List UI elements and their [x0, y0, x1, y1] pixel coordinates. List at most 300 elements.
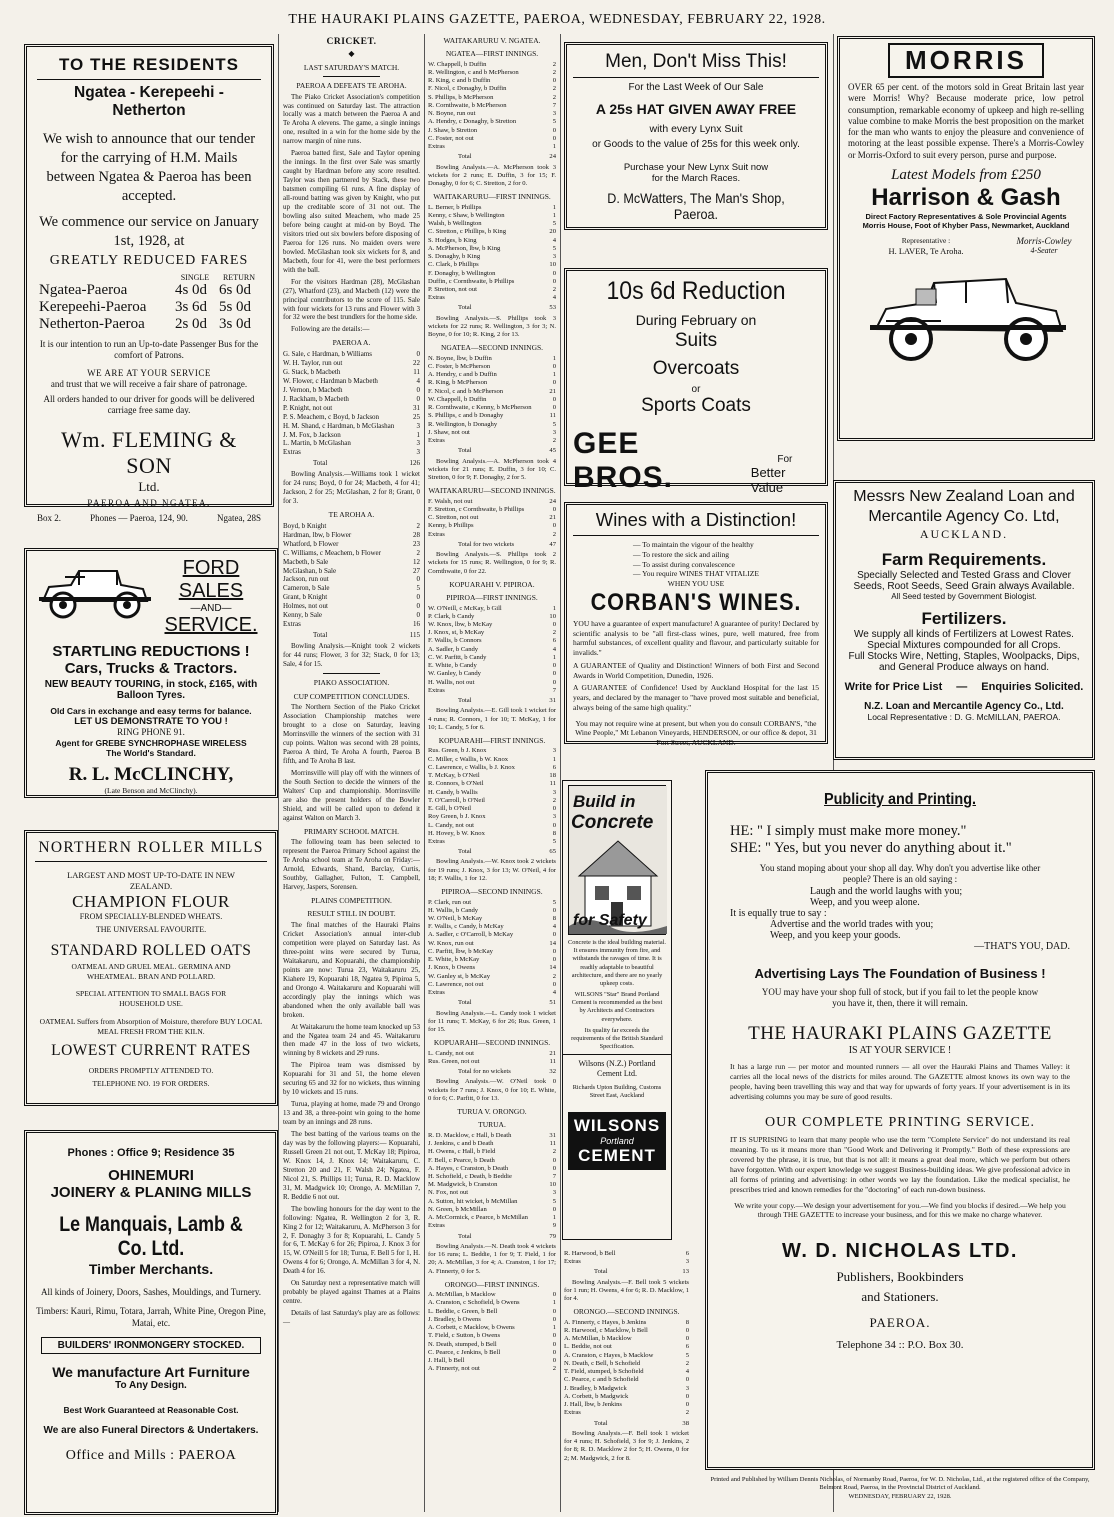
match-heading: TURUA V. ORONGO. — [457, 1107, 527, 1117]
score-row — [428, 1357, 556, 1365]
score-row — [428, 1332, 556, 1340]
score-row — [428, 270, 556, 278]
batsman: P. S. Meachem, c Boyd, b Jackson — [283, 412, 380, 421]
nzloan-city: AUCKLAND. — [919, 527, 1009, 541]
total-value: 126 — [409, 459, 420, 468]
batsman: Macbeth, b Sale — [283, 557, 329, 566]
runs: 0 — [416, 611, 420, 620]
batsman: J. Hall, lbw, b Jenkins — [564, 1401, 622, 1409]
batsman: Extras — [428, 294, 445, 302]
house-illustration — [568, 785, 666, 935]
runs: 1 — [552, 755, 556, 763]
wilsons-logo-cement: CEMENT — [578, 1146, 656, 1166]
runs: 12 — [413, 557, 420, 566]
score-row — [428, 931, 556, 939]
runs: 7 — [552, 101, 556, 109]
batsman: W. Chappell, b Duffin — [428, 395, 487, 403]
score-row — [428, 1189, 556, 1197]
nzloan-enq: Enquiries Solicited. — [981, 681, 1084, 693]
runs: 6 — [552, 763, 556, 771]
corban-title: Wines with a Distinction! — [595, 509, 797, 530]
publicity-range: It has a large run — per motor and mounted runners — all over the Hauraki Plains and Thames Valley: it carries all the local news of the districts for miles around. The GAZETTE almost knows its own way to the people, having been travelling this way and that way for upwards of forty years. If your advertisement is in its advertising columns you may be sure of good results. — [730, 1062, 1070, 1101]
gee-sports-coats: Sports Coats — [641, 395, 751, 416]
total-row — [458, 848, 556, 856]
corban-p1: YOU have a guarantee of expert manufacture! A guarantee of purity! Declared by scientific analysis to be "all first-class wines, pure, well matured, free from harmful substances, of excellent quality and flavour, and particularly suitable for invalids." — [573, 618, 819, 657]
batsman: P. Clark, run out — [428, 898, 472, 906]
cricket-h5: PLAINS COMPETITION. — [311, 895, 392, 905]
score-row — [564, 1319, 689, 1327]
runs: 3 — [552, 1189, 556, 1197]
runs: 3 — [685, 1258, 689, 1266]
score-row — [428, 605, 556, 613]
batsman: E. Gill, b O'Neil — [428, 805, 472, 813]
joinery-ad — [24, 1130, 278, 1515]
scorecard — [428, 605, 556, 696]
bowling-analysis: Bowling Analysis.—Williams took 1 wicket for 24 runs; Boyd, 0 for 24; Macbeth, 4 for 41; Jackson, 2 for 25; McGlashan, 2 for 8; Grant, 0 for 3. — [283, 470, 420, 506]
batsman: Cameron, b Sale — [283, 584, 330, 593]
batsman: F. Bell, c Pearce, b Death — [428, 1156, 495, 1164]
roller-fav: THE UNIVERSAL FAVOURITE. — [95, 925, 207, 935]
runs: 0 — [552, 363, 556, 370]
batsman: H. Candy, b Wallis — [428, 788, 478, 796]
score-row — [428, 94, 556, 102]
batsman: A. Sadler, b Candy — [428, 645, 479, 653]
score-row — [428, 838, 556, 846]
batsman: R. Connors, b O'Neil — [428, 780, 484, 788]
score-row — [428, 981, 556, 989]
score-row — [428, 756, 556, 764]
nzloan-fert: Fertilizers. — [921, 609, 1007, 628]
residents-commence: We commence our service on January 1st, 1928, at — [39, 214, 259, 250]
runs: 1 — [552, 1299, 556, 1307]
runs: 3 — [552, 253, 556, 261]
total-label: Total — [458, 447, 472, 455]
fare-single: 2s 0d — [174, 316, 208, 333]
corban-p2: A GUARANTEE of Quality and Distinction! Winners of both First and Second Awards in World Competition, Dunedin, 1926. — [573, 660, 819, 680]
score-row — [564, 1335, 689, 1343]
batsman: C. Parfitt, lbw, b McKay — [428, 947, 493, 955]
nzloan-fencing: Full Stocks Wire, Netting, Staples, Woolpacks, Dips, and General Produce always on hand. — [848, 651, 1080, 673]
morris-title: MORRIS — [888, 43, 1044, 78]
publicity-ad — [705, 770, 1095, 1470]
innings-heading: KOPUARAHI—FIRST INNINGS. — [438, 736, 546, 746]
ford-title2: SERVICE. — [164, 614, 258, 636]
wilsons-p2: WILSONS "Star" Brand Portland Cement is recommended as the best by Architects and Contractors everywhere. — [571, 991, 663, 1023]
total-row — [458, 697, 556, 705]
publicity-gazette: THE HAURAKI PLAINS GAZETTE — [748, 1023, 1052, 1044]
score-row — [283, 531, 420, 540]
score-row — [283, 386, 420, 395]
runs: 5 — [552, 837, 556, 845]
score-row — [428, 1058, 556, 1066]
runs: 2 — [552, 530, 556, 538]
runs: 0 — [685, 1401, 689, 1409]
score-row — [564, 1352, 689, 1360]
score-row — [283, 350, 420, 359]
ford-car-illustration — [35, 557, 155, 625]
score-row — [428, 396, 556, 404]
batsman: C. Williams, c Meachem, b Flower — [283, 548, 381, 557]
batsman: T. Field, c Sutton, b Owens — [428, 1332, 501, 1340]
runs: 8 — [552, 829, 556, 837]
batsman: Holmes, not out — [283, 602, 328, 611]
score-row — [428, 1198, 556, 1206]
scorecard — [428, 1132, 556, 1231]
runs: 28 — [413, 530, 420, 539]
batsman: Hardman, lbw, b Flower — [283, 530, 352, 539]
gee-better: Better Value — [750, 465, 786, 495]
mcwatters-last: For the Last Week of Our Sale — [628, 82, 764, 93]
score-row — [428, 261, 556, 269]
batsman: H. Wallis, b Candy — [428, 906, 479, 914]
innings-heading: NGATEA—FIRST INNINGS. — [445, 49, 539, 59]
wilsons-build: Build in — [573, 792, 636, 811]
runs: 11 — [549, 1057, 556, 1065]
batsman: R. Wellington, b Donaghy — [428, 420, 498, 428]
column-rule — [424, 34, 425, 1512]
runs: 0 — [552, 395, 556, 403]
fare-return: 5s 0d — [218, 299, 252, 316]
batsman: J. Bradley, b Owens — [428, 1315, 481, 1323]
runs: 2 — [685, 1359, 689, 1367]
batsman: L. Candy, not out — [428, 821, 474, 829]
publicity-write: We write your copy.—We design your advertisement for you.—We find you blocks if desired.—We help you through THE GAZETTE to increase your business, and for this we make no charge whatever. — [734, 1200, 1066, 1220]
score-row — [428, 228, 556, 236]
score-row — [428, 964, 556, 972]
scorecard — [564, 1250, 689, 1266]
morris-model2: 4-Seater — [1030, 245, 1058, 255]
bowling-analysis: Bowling Analysis.—A. McPherson took 4 wickets for 21 runs; E. Duffin, 3 for 10; C. Stretton, 0 for 9; F. Donaghy, 2 for 5. — [428, 457, 556, 482]
bowling-analysis: Bowling Analysis.—W. O'Neil took 0 wickets for 7 runs; J. Knox, 0 for 10; E. White, 0 for 6; C. Parfitt, 0 for 13. — [428, 1078, 556, 1102]
score-row — [428, 1148, 556, 1156]
total-row — [594, 1420, 689, 1428]
score-row — [428, 1349, 556, 1357]
batsman: Extras — [428, 1222, 445, 1230]
runs: 3 — [416, 448, 420, 457]
score-row — [428, 670, 556, 678]
score-row — [564, 1343, 689, 1351]
ford-cars: Cars, Trucks & Tractors. — [64, 660, 238, 677]
runs: 2 — [552, 85, 556, 93]
score-row — [428, 212, 556, 220]
batsman: H. Schofield, c Death, b Beddie — [428, 1172, 512, 1180]
runs: 3 — [416, 439, 420, 448]
score-row — [428, 77, 556, 85]
batsman: E. White, b Candy — [428, 662, 477, 670]
cricket-paragraph: The final matches of the Hauraki Plains Cricket Association's annual inter-club competition were played on Saturday last. As three-point wins were secured by Turua, Waitakaruru, and Kopuarahi, the championship points are now: Turua 23, Waitakaruru 25, Kiahere 19, Kopuarahi 18, Ngatea 9, Pipiroa 5, and Orongo 4. Waitakaruru and Kopuarahi will accordingly play the innings which was abandoned when the only available ball was broken. — [283, 921, 420, 1019]
batsman: C. Miller, c Wallis, b W. Knox — [428, 755, 509, 763]
morris-direct: Direct Factory Representatives & Sole Provincial Agents — [865, 211, 1067, 221]
batsman: Jackson, run out — [283, 575, 329, 584]
runs: 3 — [552, 110, 556, 118]
batsman: C. Foster, b McPherson — [428, 363, 491, 370]
score-row — [428, 429, 556, 437]
morris-rep: Representative : — [901, 235, 951, 245]
publicity-service: IS AT YOUR SERVICE ! — [848, 1045, 952, 1056]
gee-title: 10s 6d Reduction — [606, 277, 786, 305]
joinery-funeral: We are also Funeral Directors & Undertakers. — [43, 1424, 259, 1436]
score-row — [283, 422, 420, 431]
roller-mills-ad — [24, 830, 278, 1106]
batsman: H. Owens, c Hall, b Field — [428, 1148, 496, 1156]
publicity-weep: Weep, and you weep alone. — [810, 896, 920, 908]
gee-or: or — [691, 384, 701, 395]
score-row — [564, 1409, 689, 1417]
scorecard — [428, 204, 556, 303]
runs: 18 — [549, 772, 556, 780]
batsman: J. Jenkins, c and b Death — [428, 1140, 494, 1148]
score-row — [428, 85, 556, 93]
joinery-timbers: Timbers: Kauri, Rimu, Totara, Jarrah, White Pine, Oregon Pine, Matai, etc. — [36, 1306, 266, 1328]
batsman: Roy Green, b J. Knox — [428, 813, 486, 821]
runs: 31 — [549, 1131, 556, 1139]
runs: 0 — [552, 821, 556, 829]
score-row — [428, 127, 556, 135]
runs: 14 — [549, 939, 556, 947]
runs: 0 — [552, 269, 556, 277]
corban-line: — To restore the sick and ailing — [633, 549, 729, 559]
batsman: R. D. Macklow, c Hall, b Death — [428, 1131, 512, 1139]
score-row — [428, 973, 556, 981]
batsman: R. Harwood, b Bell — [564, 1250, 616, 1257]
batsman: J. Shaw, not out — [428, 428, 470, 436]
batsman: N. Death, stumped, b Bell — [428, 1340, 497, 1348]
wilsons-p1: Concrete is the ideal building material. It ensures immunity from fire, and withstands the ravages of time. It is readily adaptable to beautiful architecture, and there are no yearly upkeep costs. — [568, 939, 666, 987]
mcwatters-hat: A 25s HAT GIVEN AWAY FREE — [595, 101, 797, 117]
score-row — [428, 421, 556, 429]
roller-flour: CHAMPION FLOUR — [72, 892, 230, 912]
batsman: H. Hovey, b W. Knox — [428, 829, 485, 837]
publicity-town: PAEROA. — [869, 1315, 931, 1331]
batsman: N. Death, c Bell, b Schofield — [564, 1359, 641, 1367]
batsman: A. McMillan, b Macklow — [564, 1335, 632, 1343]
score-row — [283, 611, 420, 620]
runs: 10 — [549, 1181, 556, 1189]
total-value: 115 — [409, 631, 420, 640]
publicity-keep: Weep, and you keep your goods. — [770, 929, 901, 941]
nzloan-local: Local Representative : D. G. McMILLAN, PAEROA. — [867, 712, 1061, 722]
residents-orders: All orders handed to our driver for goods will be delivered carriage free same day. — [43, 394, 255, 416]
bowling-analysis: Bowling Analysis.—A. McPherson took 3 wickets for 2 runs; E. Duffin, 3 for 15; F. Donaghy, 0 for 6; C. Stretton, 2 for 0. — [428, 163, 556, 188]
score-row — [428, 1173, 556, 1181]
runs: 5 — [552, 118, 556, 126]
ford-demo: LET US DEMONSTRATE TO YOU ! — [74, 716, 228, 727]
roller-largest: LARGEST AND MOST UP-TO-DATE IN NEW ZEALAND. — [67, 870, 235, 892]
score-row — [428, 662, 556, 670]
gee-name: GEE BROS. — [573, 427, 674, 494]
score-row — [428, 789, 556, 797]
runs: 14 — [549, 964, 556, 972]
fare-single: 4s 0d — [174, 282, 208, 299]
score-row — [428, 1050, 556, 1058]
score-row — [428, 118, 556, 126]
joinery-art: We manufacture Art Furniture — [52, 1363, 250, 1380]
cricket-paragraph: For the visitors Hardman (28), McGlashan (27), Whatford (23), and Macbeth (12) were the principal contributors to the score of 115. Sale with four wickets for 13 runs and Flower with 3 for 32 were the best trundlers for the home side. — [283, 277, 420, 322]
runs: 2 — [416, 548, 420, 557]
runs: 1 — [552, 371, 556, 379]
runs: 21 — [549, 1049, 556, 1057]
runs: 2 — [552, 796, 556, 804]
total-row — [458, 1233, 556, 1241]
score-row — [283, 431, 420, 440]
total-label: Total for two wickets — [458, 540, 515, 548]
bowling-analysis: Bowling Analysis.—F. Bell took 1 wicket for 4 runs; H. Schofield, 3 for 9; J. Jenkins, 2 for 8; R. D. Macklow 2 for 5; H. Owens, 0 for 2; M. Madgwick, 2 for 8. — [564, 1429, 689, 1462]
score-row — [428, 907, 556, 915]
runs: 11 — [413, 367, 420, 376]
score-row — [283, 368, 420, 377]
roller-meal: OATMEAL AND GRUEL MEAL. GERMINA AND WHEATMEAL. BRAN AND POLLARD. — [71, 961, 231, 981]
runs: 4 — [552, 989, 556, 997]
batsman: P. Clark, b Candy — [428, 612, 475, 620]
runs: 1 — [552, 1324, 556, 1332]
nzloan-seeds: Specially Selected and Tested Grass and Clover Seeds, Root Seeds, Seed Grain always Available. — [853, 570, 1075, 592]
runs: 0 — [552, 1340, 556, 1348]
total-label: Total — [458, 153, 472, 161]
score-row — [428, 204, 556, 212]
bowling-analysis: Bowling Analysis.—Knight took 2 wickets for 44 runs; Flower, 3 for 32; Stack, 0 for 13; Sale, 4 for 15. — [283, 642, 420, 669]
batsman: F. Nicol, c Donaghy, b Duffin — [428, 85, 507, 93]
batsman: A. Sadler, c O'Carroll, b McKay — [428, 931, 514, 939]
score-row — [428, 404, 556, 412]
residents-towns: PAEROA AND NGATEA. — [87, 497, 211, 508]
nzloan-farm: Farm Requirements. — [881, 550, 1047, 569]
runs: 20 — [549, 228, 556, 236]
batsman: G. Sale, c Hardman, b Williams — [283, 349, 373, 358]
morris-house: Morris House, Foot of Khyber Pass, Newmarket, Auckland — [862, 220, 1070, 230]
runs: 21 — [549, 387, 556, 395]
batsman: A. McCormick, c Pearce, b McMillan — [428, 1214, 528, 1222]
batsman: L. Berner, b Phillips — [428, 203, 482, 211]
batsman: A. McPherson, lbw, b King — [428, 244, 501, 252]
score-row — [428, 355, 556, 363]
batsman: L. Beddie, not out — [564, 1343, 612, 1351]
score-row — [428, 110, 556, 118]
batsman: R. Harwood, c Macklow, b Bell — [564, 1327, 648, 1335]
score-row — [428, 747, 556, 755]
cricket-h4: PRIMARY SCHOOL MATCH. — [303, 826, 400, 836]
total-row — [313, 631, 420, 640]
batsman: Extras — [428, 143, 445, 151]
score-row — [428, 1291, 556, 1299]
score-row — [283, 377, 420, 386]
bowling-analysis: Bowling Analysis.—F. Bell took 5 wickets for 1 run; H. Owens, 4 for 6; R. D. Macklow, 1 for 4. — [564, 1278, 689, 1303]
batsman: J. Bradley, b Madgwick — [564, 1384, 627, 1392]
batsman: C. Stretton, not out — [428, 514, 479, 522]
roller-orders: ORDERS PROMPTLY ATTENDED TO. — [88, 1066, 214, 1076]
batsman: A. Corbett, b Madgwick — [564, 1392, 629, 1400]
score-row — [428, 637, 556, 645]
imprint-date: WEDNESDAY, FEBRUARY 22, 1928. — [848, 1492, 952, 1500]
runs: 2 — [685, 1409, 689, 1417]
score-row — [428, 498, 556, 506]
morris-firm: Harrison & Gash — [871, 183, 1061, 211]
score-row — [428, 69, 556, 77]
batsman: F. Wallis, c Candy, b McKay — [428, 923, 504, 931]
batsman: C. Lawrence, not out — [428, 980, 484, 988]
batsman: Extras — [564, 1409, 581, 1417]
runs: 0 — [416, 394, 420, 403]
total-label: Total — [313, 459, 328, 468]
gee-value — [751, 454, 819, 495]
runs: 2 — [552, 629, 556, 637]
phones: Phones — Paeroa, 124, 90. — [90, 512, 188, 523]
runs: 0 — [552, 678, 556, 686]
runs: 1 — [552, 604, 556, 612]
score-row — [283, 593, 420, 602]
score-row — [428, 822, 556, 830]
runs: 0 — [416, 593, 420, 602]
joinery-kinds: All kinds of Joinery, Doors, Sashes, Mouldings, and Turnery. — [40, 1287, 262, 1297]
batsman: F. Wallis, b Connors — [428, 637, 482, 645]
batsman: R. Cornthwaite, c Kenny, b McPherson — [428, 404, 532, 412]
cricket-h2: PIAKO ASSOCIATION. — [313, 678, 390, 687]
return-header: RETURN — [222, 273, 255, 283]
runs: 0 — [552, 805, 556, 813]
fare-return: 6s 0d — [218, 282, 252, 299]
batsman: F. Nicol, c and b McPherson — [428, 387, 504, 395]
score-row — [428, 797, 556, 805]
runs: 0 — [552, 277, 556, 285]
total-value: 24 — [549, 153, 556, 161]
runs: 0 — [685, 1392, 689, 1400]
runs: 22 — [413, 358, 420, 367]
fare-route: Kerepeehi-Paeroa — [39, 299, 147, 316]
mcwatters-purchase: Purchase your New Lynx Suit now — [623, 162, 769, 173]
runs: 2 — [552, 437, 556, 445]
score-row — [283, 584, 420, 593]
corban-line: — To maintain the vigour of the healthy — [633, 540, 754, 549]
imprint — [700, 1476, 1100, 1501]
ford-late: (Late Benson and McClinchy). — [104, 786, 198, 796]
innings-heading: WAITAKARURU—FIRST INNINGS. — [433, 192, 551, 202]
score-row — [428, 830, 556, 838]
cricket-paragraph: Following are the details:— — [291, 325, 370, 334]
runs: 2 — [552, 1365, 556, 1373]
innings-heading: PIPIROA—FIRST INNINGS. — [446, 593, 538, 603]
ford-standard: The World's Standard. — [106, 748, 196, 759]
total-row — [458, 541, 556, 549]
mcwatters-title: Men, Don't Miss This! — [605, 51, 787, 72]
batsman: R. King, c and b Duffin — [428, 77, 491, 85]
batsman: C. W. Parfitt, b Candy — [428, 653, 487, 661]
batsman: P. Knight, not out — [283, 403, 333, 412]
score-row — [428, 1324, 556, 1332]
score-row — [428, 531, 556, 539]
runs: 0 — [552, 1357, 556, 1365]
total-value: 31 — [549, 697, 556, 705]
score-row — [428, 621, 556, 629]
wilsons-firm: Wilsons (N.Z.) Portland Cement Ltd. — [578, 1059, 656, 1079]
score-row — [283, 404, 420, 413]
batsman: Kenny, c Shaw, b Wellington — [428, 211, 505, 219]
fare-row — [37, 282, 261, 299]
score-row — [428, 629, 556, 637]
publicity-publishers: Publishers, Bookbinders — [836, 1269, 964, 1285]
gee-during: During February on — [635, 312, 757, 328]
batsman: C. Pearce, c and b Schofield — [564, 1376, 639, 1384]
publicity-stationers: and Stationers. — [861, 1289, 939, 1305]
batsman: C. Foster, not out — [428, 134, 474, 142]
roller-special: SPECIAL ATTENTION TO SMALL BAGS FOR HOUSEHOLD USE. — [75, 989, 227, 1009]
batsman: J. Shaw, b Stretton — [428, 126, 478, 134]
cricket-paragraph: The best batting of the various teams on the day was by the following players:— Kopuarahi, Russell Green 21 not out, T. McKay 18; Pipiroa, W. Knox 14, J. Knox 14; Waitakaruru, C. Stretton 20 and 21, F. Walsh 24; Ngatea, F. Nicol 21, S. Phillips 11; Turua, R. D. Macklow 31, M. Madgwick 10; Orongo, A. McMillan 7, R. Beddie 6 not out. — [283, 1130, 420, 1201]
joinery-office: Office and Mills : PAEROA — [65, 1447, 237, 1463]
cricket-paragraph: Morrinsville will play off with the winners of the South Section to decide the winners of the Walters' Cup and championship. Morrinsville are also the present holders of the Bowler Shield, and will be called upon to defend it against Walton on March 3. — [283, 768, 420, 822]
batsman: A. Finnerty, c Hayes, b Jenkins — [564, 1318, 647, 1326]
score-row — [428, 437, 556, 445]
batsman: L. Beddie, c Green, b Bell — [428, 1307, 498, 1315]
runs: 27 — [413, 566, 420, 575]
